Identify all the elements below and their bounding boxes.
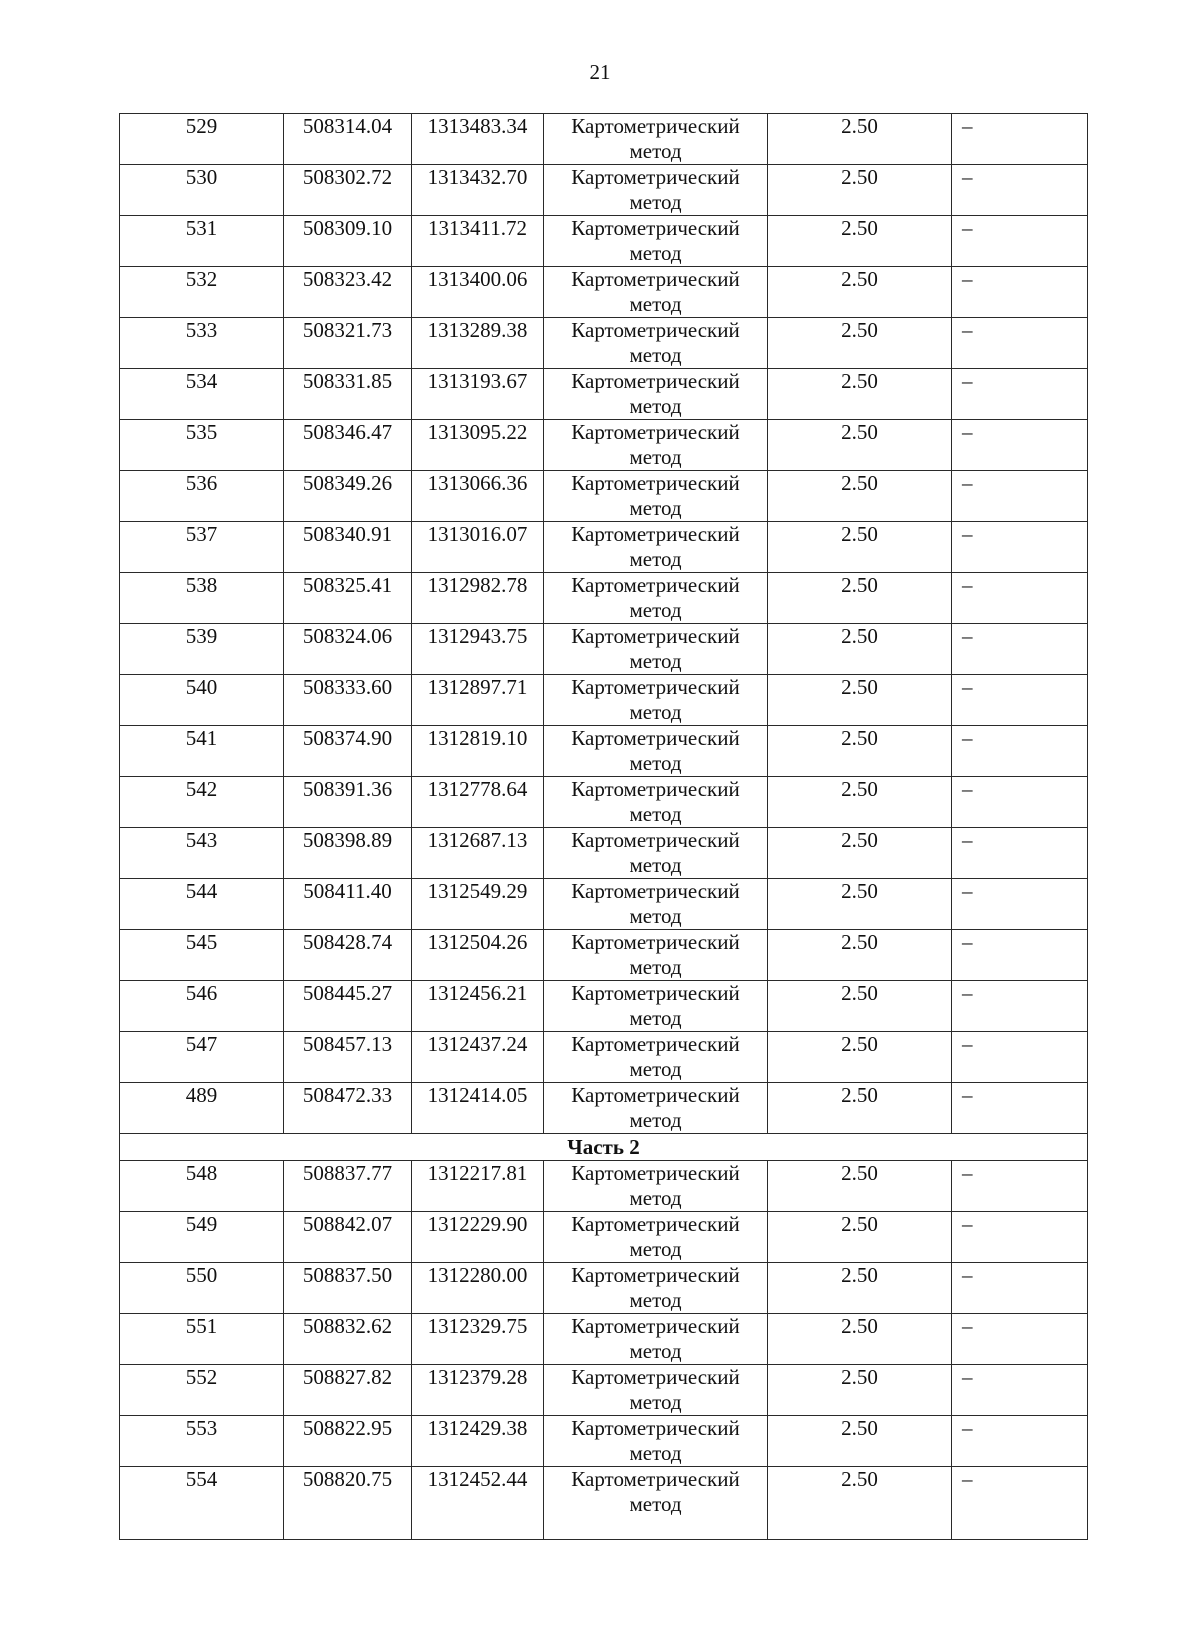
method-cell: Картометрический метод bbox=[544, 318, 768, 369]
coordinate-y-cell: 1312217.81 bbox=[412, 1161, 544, 1212]
table-row bbox=[120, 675, 1088, 726]
point-number-cell: 550 bbox=[120, 1263, 284, 1314]
note-cell: – bbox=[952, 675, 1088, 726]
note-cell: – bbox=[952, 267, 1088, 318]
coordinate-x-cell: 508309.10 bbox=[284, 216, 412, 267]
coordinate-x-cell: 508837.77 bbox=[284, 1161, 412, 1212]
method-cell: Картометрический метод bbox=[544, 1083, 768, 1134]
note-cell: – bbox=[952, 624, 1088, 675]
point-number-cell: 545 bbox=[120, 930, 284, 981]
note-cell: – bbox=[952, 471, 1088, 522]
note-cell: – bbox=[952, 369, 1088, 420]
note-cell: – bbox=[952, 777, 1088, 828]
method-cell: Картометрический метод bbox=[544, 828, 768, 879]
method-cell: Картометрический метод bbox=[544, 624, 768, 675]
table-row bbox=[120, 981, 1088, 1032]
coordinate-x-cell: 508411.40 bbox=[284, 879, 412, 930]
table-row bbox=[120, 522, 1088, 573]
accuracy-cell: 2.50 bbox=[768, 726, 952, 777]
accuracy-cell: 2.50 bbox=[768, 1212, 952, 1263]
point-number-cell: 549 bbox=[120, 1212, 284, 1263]
method-cell: Картометрический метод bbox=[544, 165, 768, 216]
accuracy-cell: 2.50 bbox=[768, 1263, 952, 1314]
coordinate-y-cell: 1312504.26 bbox=[412, 930, 544, 981]
coordinate-x-cell: 508349.26 bbox=[284, 471, 412, 522]
note-cell: – bbox=[952, 573, 1088, 624]
table-row bbox=[120, 114, 1088, 165]
method-cell: Картометрический метод bbox=[544, 1365, 768, 1416]
point-number-cell: 548 bbox=[120, 1161, 284, 1212]
table-row bbox=[120, 828, 1088, 879]
table-row bbox=[120, 1416, 1088, 1467]
note-cell: – bbox=[952, 522, 1088, 573]
table-row bbox=[120, 777, 1088, 828]
coordinate-x-cell: 508314.04 bbox=[284, 114, 412, 165]
coordinate-y-cell: 1313095.22 bbox=[412, 420, 544, 471]
method-cell: Картометрический метод bbox=[544, 675, 768, 726]
point-number-cell: 532 bbox=[120, 267, 284, 318]
method-cell: Картометрический метод bbox=[544, 1032, 768, 1083]
coordinate-x-cell: 508321.73 bbox=[284, 318, 412, 369]
method-cell: Картометрический метод bbox=[544, 216, 768, 267]
point-number-cell: 537 bbox=[120, 522, 284, 573]
table-row bbox=[120, 420, 1088, 471]
coordinates-table bbox=[119, 113, 1088, 1540]
coordinate-x-cell: 508324.06 bbox=[284, 624, 412, 675]
coordinate-x-cell: 508391.36 bbox=[284, 777, 412, 828]
part-header: Часть 2 bbox=[120, 1134, 1088, 1161]
table-row bbox=[120, 1314, 1088, 1365]
table-row bbox=[120, 165, 1088, 216]
coordinate-y-cell: 1313432.70 bbox=[412, 165, 544, 216]
coordinate-y-cell: 1312456.21 bbox=[412, 981, 544, 1032]
point-number-cell: 535 bbox=[120, 420, 284, 471]
coordinate-x-cell: 508820.75 bbox=[284, 1467, 412, 1540]
table-body-part-1 bbox=[120, 114, 1088, 1134]
table-row bbox=[120, 216, 1088, 267]
table-row bbox=[120, 930, 1088, 981]
table-row bbox=[120, 1263, 1088, 1314]
table-row bbox=[120, 369, 1088, 420]
method-cell: Картометрический метод bbox=[544, 522, 768, 573]
method-cell: Картометрический метод bbox=[544, 1314, 768, 1365]
coordinate-y-cell: 1312897.71 bbox=[412, 675, 544, 726]
table-row bbox=[120, 318, 1088, 369]
method-cell: Картометрический метод bbox=[544, 981, 768, 1032]
coordinate-y-cell: 1312280.00 bbox=[412, 1263, 544, 1314]
coordinate-y-cell: 1312943.75 bbox=[412, 624, 544, 675]
point-number-cell: 539 bbox=[120, 624, 284, 675]
page-number: 21 bbox=[589, 60, 611, 84]
coordinate-y-cell: 1312429.38 bbox=[412, 1416, 544, 1467]
coordinate-y-cell: 1313483.34 bbox=[412, 114, 544, 165]
point-number-cell: 542 bbox=[120, 777, 284, 828]
coordinate-x-cell: 508331.85 bbox=[284, 369, 412, 420]
method-cell: Картометрический метод bbox=[544, 573, 768, 624]
note-cell: – bbox=[952, 1083, 1088, 1134]
table-row bbox=[120, 471, 1088, 522]
note-cell: – bbox=[952, 114, 1088, 165]
coordinate-y-cell: 1312452.44 bbox=[412, 1467, 544, 1540]
coordinate-x-cell: 508325.41 bbox=[284, 573, 412, 624]
accuracy-cell: 2.50 bbox=[768, 369, 952, 420]
accuracy-cell: 2.50 bbox=[768, 420, 952, 471]
coordinate-y-cell: 1312414.05 bbox=[412, 1083, 544, 1134]
coordinate-x-cell: 508428.74 bbox=[284, 930, 412, 981]
accuracy-cell: 2.50 bbox=[768, 1083, 952, 1134]
table-row bbox=[120, 1032, 1088, 1083]
coordinate-y-cell: 1312329.75 bbox=[412, 1314, 544, 1365]
accuracy-cell: 2.50 bbox=[768, 1416, 952, 1467]
accuracy-cell: 2.50 bbox=[768, 573, 952, 624]
note-cell: – bbox=[952, 165, 1088, 216]
coordinate-y-cell: 1313193.67 bbox=[412, 369, 544, 420]
note-cell: – bbox=[952, 981, 1088, 1032]
accuracy-cell: 2.50 bbox=[768, 1314, 952, 1365]
coordinate-x-cell: 508842.07 bbox=[284, 1212, 412, 1263]
point-number-cell: 538 bbox=[120, 573, 284, 624]
point-number-cell: 534 bbox=[120, 369, 284, 420]
coordinate-y-cell: 1312778.64 bbox=[412, 777, 544, 828]
method-cell: Картометрический метод bbox=[544, 420, 768, 471]
coordinate-y-cell: 1312549.29 bbox=[412, 879, 544, 930]
table-row bbox=[120, 1467, 1088, 1540]
coordinate-x-cell: 508302.72 bbox=[284, 165, 412, 216]
accuracy-cell: 2.50 bbox=[768, 879, 952, 930]
coordinate-y-cell: 1312379.28 bbox=[412, 1365, 544, 1416]
method-cell: Картометрический метод bbox=[544, 114, 768, 165]
coordinate-x-cell: 508832.62 bbox=[284, 1314, 412, 1365]
table-row bbox=[120, 1212, 1088, 1263]
table-row bbox=[120, 1365, 1088, 1416]
note-cell: – bbox=[952, 1365, 1088, 1416]
method-cell: Картометрический метод bbox=[544, 777, 768, 828]
coordinate-y-cell: 1312819.10 bbox=[412, 726, 544, 777]
note-cell: – bbox=[952, 879, 1088, 930]
point-number-cell: 541 bbox=[120, 726, 284, 777]
note-cell: – bbox=[952, 216, 1088, 267]
point-number-cell: 531 bbox=[120, 216, 284, 267]
accuracy-cell: 2.50 bbox=[768, 471, 952, 522]
table-body-part-2 bbox=[120, 1161, 1088, 1540]
coordinate-y-cell: 1313016.07 bbox=[412, 522, 544, 573]
coordinate-x-cell: 508445.27 bbox=[284, 981, 412, 1032]
table-row bbox=[120, 726, 1088, 777]
coordinate-y-cell: 1312982.78 bbox=[412, 573, 544, 624]
table-row bbox=[120, 1083, 1088, 1134]
point-number-cell: 551 bbox=[120, 1314, 284, 1365]
accuracy-cell: 2.50 bbox=[768, 114, 952, 165]
accuracy-cell: 2.50 bbox=[768, 675, 952, 726]
coordinate-y-cell: 1313289.38 bbox=[412, 318, 544, 369]
point-number-cell: 552 bbox=[120, 1365, 284, 1416]
point-number-cell: 540 bbox=[120, 675, 284, 726]
point-number-cell: 530 bbox=[120, 165, 284, 216]
method-cell: Картометрический метод bbox=[544, 1416, 768, 1467]
accuracy-cell: 2.50 bbox=[768, 624, 952, 675]
point-number-cell: 533 bbox=[120, 318, 284, 369]
coordinate-x-cell: 508822.95 bbox=[284, 1416, 412, 1467]
coordinate-x-cell: 508827.82 bbox=[284, 1365, 412, 1416]
accuracy-cell: 2.50 bbox=[768, 1365, 952, 1416]
method-cell: Картометрический метод bbox=[544, 1212, 768, 1263]
note-cell: – bbox=[952, 1161, 1088, 1212]
note-cell: – bbox=[952, 1416, 1088, 1467]
note-cell: – bbox=[952, 318, 1088, 369]
method-cell: Картометрический метод bbox=[544, 930, 768, 981]
coordinate-y-cell: 1312687.13 bbox=[412, 828, 544, 879]
coordinate-x-cell: 508457.13 bbox=[284, 1032, 412, 1083]
accuracy-cell: 2.50 bbox=[768, 165, 952, 216]
coordinate-y-cell: 1313400.06 bbox=[412, 267, 544, 318]
point-number-cell: 547 bbox=[120, 1032, 284, 1083]
part-header-row bbox=[120, 1134, 1088, 1161]
accuracy-cell: 2.50 bbox=[768, 216, 952, 267]
note-cell: – bbox=[952, 420, 1088, 471]
table-section-part-2 bbox=[120, 1134, 1088, 1161]
table-row bbox=[120, 879, 1088, 930]
method-cell: Картометрический метод bbox=[544, 1263, 768, 1314]
point-number-cell: 536 bbox=[120, 471, 284, 522]
accuracy-cell: 2.50 bbox=[768, 318, 952, 369]
point-number-cell: 544 bbox=[120, 879, 284, 930]
point-number-cell: 553 bbox=[120, 1416, 284, 1467]
method-cell: Картометрический метод bbox=[544, 726, 768, 777]
accuracy-cell: 2.50 bbox=[768, 1467, 952, 1540]
point-number-cell: 554 bbox=[120, 1467, 284, 1540]
note-cell: – bbox=[952, 1212, 1088, 1263]
method-cell: Картометрический метод bbox=[544, 1161, 768, 1212]
note-cell: – bbox=[952, 1467, 1088, 1540]
note-cell: – bbox=[952, 1263, 1088, 1314]
accuracy-cell: 2.50 bbox=[768, 267, 952, 318]
coordinate-x-cell: 508333.60 bbox=[284, 675, 412, 726]
note-cell: – bbox=[952, 930, 1088, 981]
coordinate-y-cell: 1313066.36 bbox=[412, 471, 544, 522]
accuracy-cell: 2.50 bbox=[768, 930, 952, 981]
coordinate-y-cell: 1312437.24 bbox=[412, 1032, 544, 1083]
coordinate-x-cell: 508472.33 bbox=[284, 1083, 412, 1134]
point-number-cell: 546 bbox=[120, 981, 284, 1032]
point-number-cell: 543 bbox=[120, 828, 284, 879]
table-row bbox=[120, 267, 1088, 318]
point-number-cell: 529 bbox=[120, 114, 284, 165]
accuracy-cell: 2.50 bbox=[768, 1161, 952, 1212]
note-cell: – bbox=[952, 1314, 1088, 1365]
method-cell: Картометрический метод bbox=[544, 1467, 768, 1540]
method-cell: Картометрический метод bbox=[544, 369, 768, 420]
accuracy-cell: 2.50 bbox=[768, 1032, 952, 1083]
method-cell: Картометрический метод bbox=[544, 471, 768, 522]
coordinate-y-cell: 1312229.90 bbox=[412, 1212, 544, 1263]
coordinate-x-cell: 508398.89 bbox=[284, 828, 412, 879]
accuracy-cell: 2.50 bbox=[768, 981, 952, 1032]
method-cell: Картометрический метод bbox=[544, 879, 768, 930]
note-cell: – bbox=[952, 1032, 1088, 1083]
coordinate-x-cell: 508346.47 bbox=[284, 420, 412, 471]
table-row bbox=[120, 573, 1088, 624]
coordinate-x-cell: 508340.91 bbox=[284, 522, 412, 573]
method-cell: Картометрический метод bbox=[544, 267, 768, 318]
accuracy-cell: 2.50 bbox=[768, 828, 952, 879]
coordinate-y-cell: 1313411.72 bbox=[412, 216, 544, 267]
point-number-cell: 489 bbox=[120, 1083, 284, 1134]
coordinate-x-cell: 508323.42 bbox=[284, 267, 412, 318]
table-row bbox=[120, 624, 1088, 675]
accuracy-cell: 2.50 bbox=[768, 777, 952, 828]
note-cell: – bbox=[952, 726, 1088, 777]
table-row bbox=[120, 1161, 1088, 1212]
coordinate-x-cell: 508837.50 bbox=[284, 1263, 412, 1314]
accuracy-cell: 2.50 bbox=[768, 522, 952, 573]
coordinate-x-cell: 508374.90 bbox=[284, 726, 412, 777]
note-cell: – bbox=[952, 828, 1088, 879]
